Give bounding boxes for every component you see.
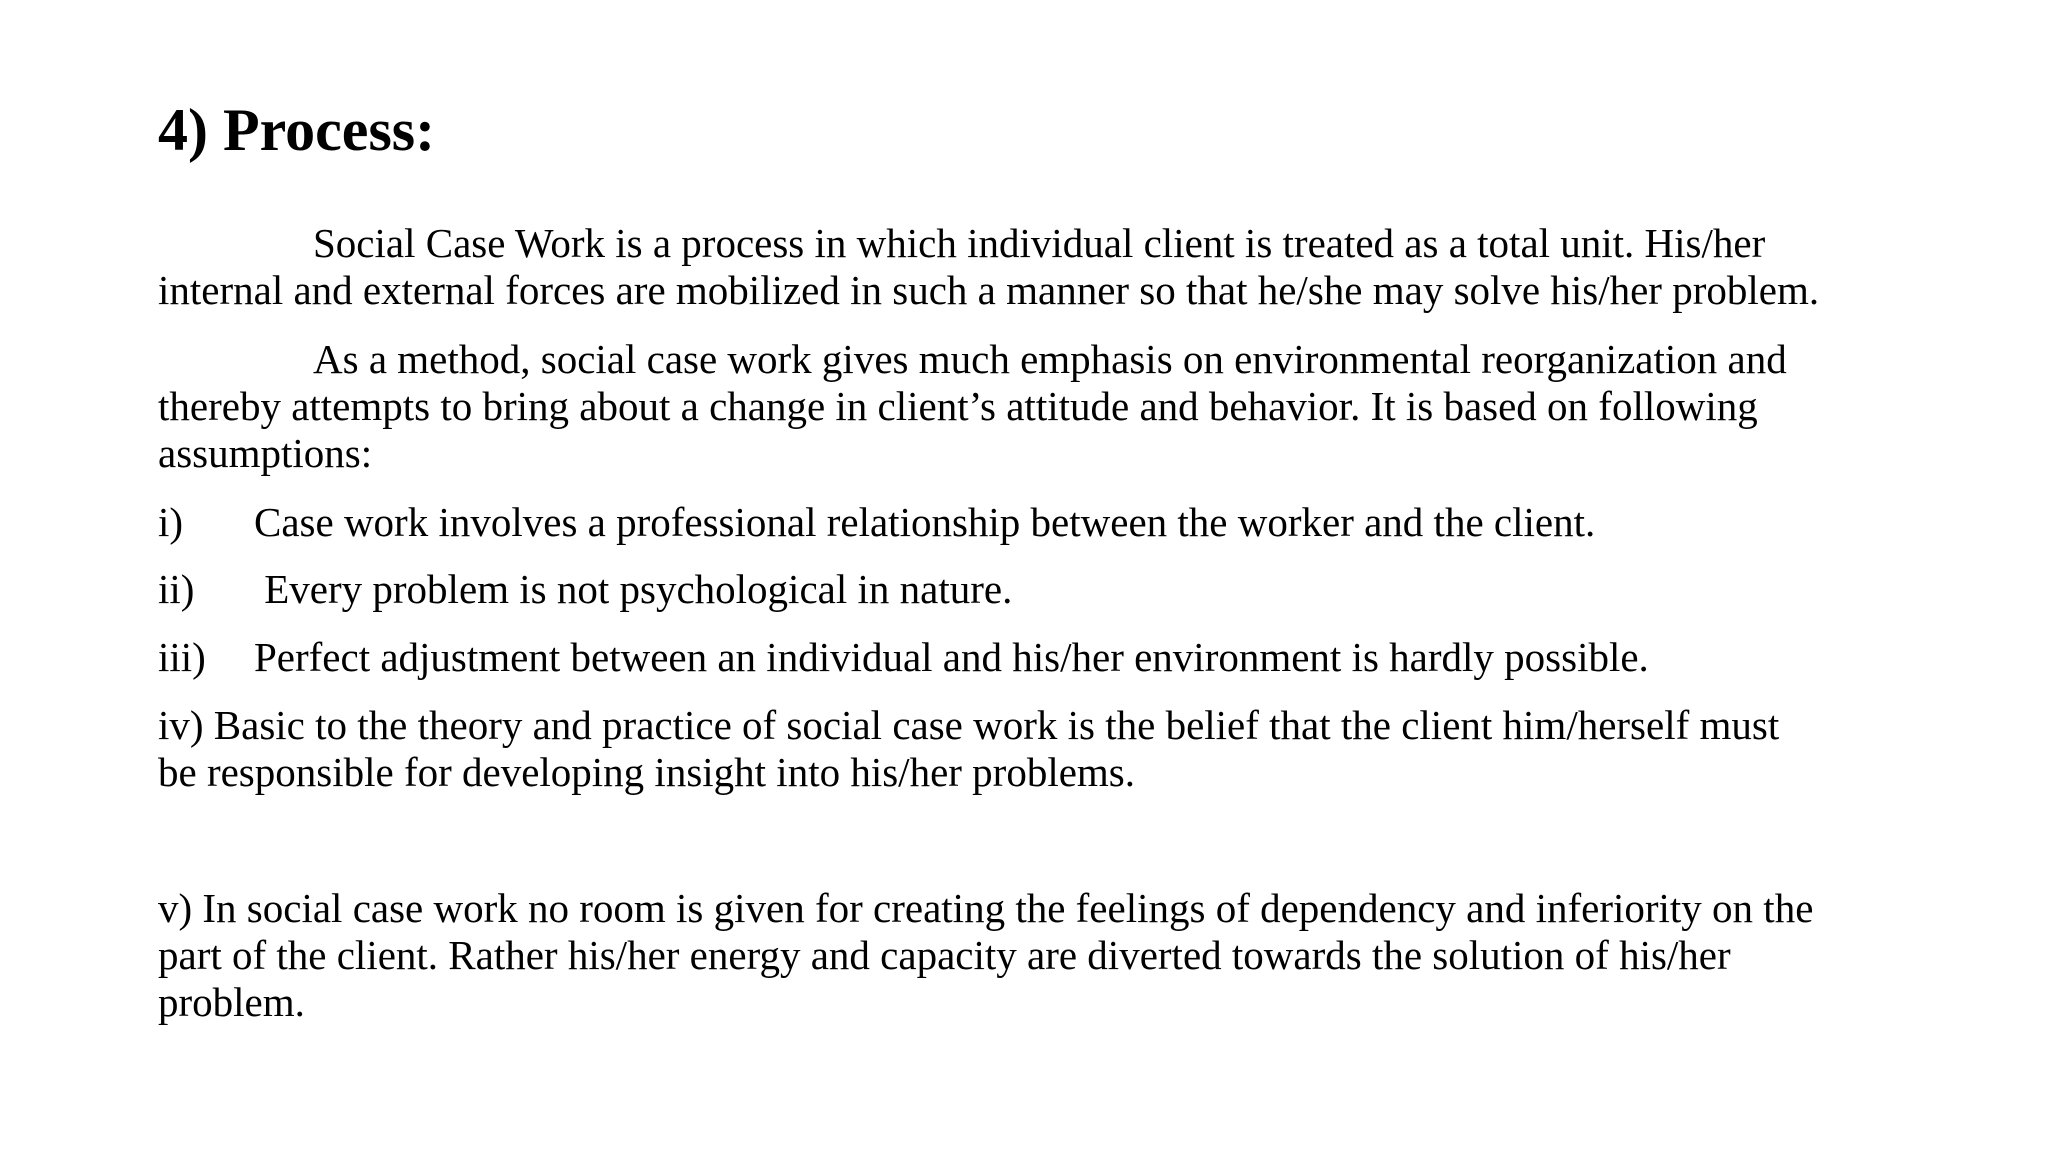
paragraph-line: assumptions: <box>158 430 373 476</box>
list-item-text: Perfect adjustment between an individual and his/her environment is hardly possible. <box>254 634 1649 680</box>
paragraph-line: As a method, social case work gives much emphasis on environmental reorganization and <box>313 336 1787 382</box>
list-item-text: Every problem is not psychological in nature. <box>254 566 1013 612</box>
paragraph-line: internal and external forces are mobilized in such a manner so that he/she may solve his/her problem. <box>158 267 1820 313</box>
list-marker: ii) <box>158 566 195 612</box>
paragraph-line: thereby attempts to bring about a change in client’s attitude and behavior. It is based on following <box>158 383 1758 429</box>
list-marker: i) <box>158 499 184 545</box>
list-item-line: iv) Basic to the theory and practice of social case work is the belief that the client him/herself must <box>158 702 1780 748</box>
list-item <box>158 634 1918 681</box>
paragraph-method <box>158 336 1918 477</box>
list-item <box>158 885 1918 1026</box>
list-item-line: part of the client. Rather his/her energy and capacity are diverted towards the solution of his/her <box>158 932 1731 978</box>
slide-title: 4) Process: <box>158 97 436 163</box>
list-item-line: v) In social case work no room is given for creating the feelings of dependency and inferiority on the <box>158 885 1814 931</box>
list-item <box>158 566 1918 613</box>
list-item-text: Case work involves a professional relationship between the worker and the client. <box>254 499 1596 545</box>
list-marker: iii) <box>158 634 206 680</box>
paragraph-line: Social Case Work is a process in which individual client is treated as a total unit. His/her <box>313 220 1766 266</box>
list-item <box>158 702 1918 796</box>
list-item-line: be responsible for developing insight into his/her problems. <box>158 749 1136 795</box>
list-item <box>158 499 1918 546</box>
list-item-line: problem. <box>158 979 305 1025</box>
paragraph-process-definition <box>158 220 1918 314</box>
